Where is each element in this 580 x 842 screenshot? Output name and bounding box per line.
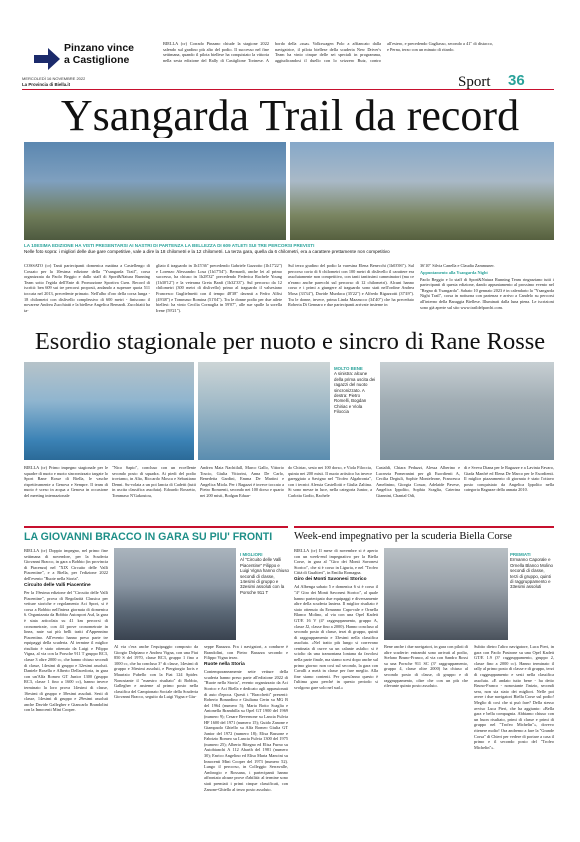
article3-col1-body: Per la 19esima edizione del "Circuito delle Valli Piacentine", prova di Regolarità Classica per vetture storiche e regolamento Aci Sport, si è corsa a Bobbio nell'intera giornata di domenica 6. Organizzata da Bobbio Autosport Asd, la gara è stata articolata su 41 km percorsi di cronometrate, con 44 prove cronometrate in linea, nate sui più belli tratti d'Appennino Piacentino. All'evento hanno preso parte tre equipaggi della scuderia. Al termine il miglior risultato è stato ottenuto da Luigi e Filippo Vigna, al via con la Porsche 911 T gruppo RC3, classe 3 oltre 2000 cc, che hanno chiuso secondi di classe, 14esimi di gruppo e 32esimi assoluti. Daniele Rosella e Alberto Dellacedoria, in gara con un'Alfa Romeo GT Junior 1300 (gruppo RC3, classe 1 fino a 1600 cc), hanno invece terminato la loro prova 14esimi di classe, 16esimi di gruppo e 30esimi assoluti. Sesti di classe, 14esimi di gruppo e 29esimi assoluti anche Davide Gallegher e Giancarlo Brandolini con la Innocenti Mini Cooper. [24,589,108,713]
article2-headline: Esordio stagionale per nuoto e sincro di Rane Rosse [34,328,546,355]
article1-photo-right [290,142,554,240]
article3-topbar [24,526,288,528]
article2-col1: BIELLA (cr) Primo impegno stagionale per le squadre di nuoto e nuoto sincronizzato targate lo Sport Rane Rosse di Biella, le vasche rispettivamente a Genova e Sempre. Il team di nuoto è sceso in acqua a Genova in occasione del meeting internazionale [24,465,108,498]
article3-col3-body: Contemporaneamente sette vetture della scuderia hanno preso parte all'edizione 2022 di "Ruote nella Storia", evento organizzato da Aci Storico e Aci Biella e dedicato agli appassionati di auto d'epoca. Questi i "Bracchetti" presenti: Roberto Bonardino e Giuliana Cerin su MG B del 1964 (numero 5); Maria Botto Scaglia e Antonella Brambilla su Opel GT 1900 del 1969 (numero 9); Cesare Bevernone su Lancia Fulvia HF 1600 del 1971 (numero 15); Guido Zanone e Giampaolo Ghiello su Alfa Romeo Giulia GT Junior del 1972 (numero 18); Elisa Bassone e Fabrizio Romeo su Lancia Fulvia 1300 del 1975 (numero 25); Alberto Ritegno ed Elisa Furno su Autobianchi A 112 Abarth del 1981 (numero 30); Enrico Angelino ed Elisa Maria Mancini su Innocenti Mini Cooper del 1973 (numero 52). Lungo il percorso, in Colleggio Serravalle, Ambrogio e Rossana, i partecipanti hanno affrontato alcune prove d'abilità: al termine sono stati premiati i primi cinque classificati, con Zanone-Ghiello al terzo posto assoluto. [204,669,288,792]
article2-photos [24,362,554,460]
article1-col4 [420,263,554,323]
article4-col3: Subito dietro l'altro navigatore, Luca Pieri, in gara con Paolo Pastrone su una Opel Kadett GT/E 1.9 (3° raggruppamento, gruppo 2, classe fino a 2000 cc). Hanno terminato il rally al primo posto di classe e di gruppo, terzi di raggruppamento e sesti nella classifica assoluta. «E andato tutto bene - ha detto Bruno-Franco - nonostante l'inizio, secondi sera, non sia stato dei migliori. Nelle poi avere i due navigatori Biella Corse sul podio! Meglio di così che si può fare? Della stesso avviso Luca Pieri, che ha aggiunto: «Bella gara e bella compagnia. Abbiamo chiuso con un buon risultato, primi di classe e primi di gruppo nel "Trofeo Michelin"», dovevo ritenere molto! Ora andremo a fare la "Grande Corsa" di Chieri per vedere di portare a casa il primo e il secondo posto del "Trofeo Michelin"». [474,644,554,750]
article1-photo-strip [24,142,554,240]
article1-photo-left [24,142,286,240]
article3-side-caption-text: Al "Circuito delle Valli Piacentine" Filippo e Luigi Vigna hanno chiuso secondi di classe, 14esimi di gruppo e 32esimi assoluti con la Porsche 911 T [240,557,289,595]
article2-col3: Andrea Maia Nachtilall, Marco Gallo, Vittorio Toscio, Giulia Vittorini, Anna De Carlo, Benedetta Gardini, Emma De Martini e Angelica Miola. Per i Ragazzi è invece toccato a Pietro Romrenti, secondo nei 100 dorso e quarto nei 200 misti, Bodgan Eduar- [200,465,284,498]
article3-side-caption-head: I MIGLIORI [240,552,263,557]
article3-col1 [24,548,108,818]
article2-photo-mid [198,362,330,460]
article1-caption [24,243,556,255]
article3-side-caption [240,552,290,638]
article2-col5: Castaldi, Chiara Peduzzi, Alessa Alberino e Lucrezia Pomeranini per gli Esordienti A, Cecilia Degiuli, Sophie Monteleone, Francesca Amelinino, Giorgia Cossar, Adelaide Pavese, Angelica Ippolito, Sophia Scaglia, Caterina Giannini, Chantal Odi, [376,465,460,498]
article4-side-caption [510,552,554,638]
arrow-logo-icon [34,48,60,70]
article4-topbar [294,526,554,528]
article2-side-caption-text: A sinistra: alcune della prima uscita dei ragazzi del nuoto sincronizzato. A destra: Pietro Romelli, Bogdan Chiriac e Viola Filoccia [334,371,376,415]
article4-photo [384,548,508,640]
article3-headline: LA GIOVANNI BRACCO IN GARA SU PIU' FRONTI [24,531,273,543]
article4-headline: Week-end impegnativo per la scuderia Biella Corse [294,531,513,542]
article4-col1-lead: BIELLA (cr) Il mese di novembre si è aperto con un week-end impegnativo per la Biella Corse, in gara al "Giro dei Monti Savonesi Storico", che si è corso in Liguria, e nel "Trofeo Città di Gualtieri", in Emilia Romagna. [294,548,378,576]
article3-col3 [204,644,288,818]
article2-col6: di e Sveva Diana per le Ragazze e a Lavinia Favaro, Giada Manfrè ed Elena De Marco per le Esordienti. Il miglior piazzamento di giornata è stato l'ottavo posto conquistato da Angelica Ippolito nella categoria Ragazze della annata 2010. [464,465,554,493]
article3-col2: Al via c'era anche l'equipaggio composto da Giorgio Dolpiano e Andrea Vigna, con una Fiat 850 S del 1970, classe RC3, gruppo 1 fino a 1000 cc, che ha concluso 3° di classe, 14esimi di gruppo e 36esimi assoluti, e Piergiorgio Ioris e Maurizio Pubello con la Fiat 124 Spider. Nonostante il "maestro risultato" di Bobbio, Gallegher e assieme al primo posto nella classifica del Campionato Sociale della Scuderia Giovanni Bracco, seguito da Luigi Vigna e Giu- [114,644,198,700]
promo-title-line2: a Castiglione [64,54,130,66]
article1-caption-head: LA 10ESIMA EDIZIONE HA VISTI PRESENTARSI AI NASTRI DI PARTENZA LA BELLEZZA DI 609 ATLETI SUI TRE PERCORSI PREVISTI [24,243,315,248]
article2-side-caption-head: MOLTO BENE [334,366,363,371]
article3-col3-lead: seppe Barazza. Fra i navigatori, a condurre è Brandolini, con Pietro Barazza secondo e Filippo Vigna terzo. [204,644,288,661]
header-promo [22,40,152,80]
article3-sub3: Ruote nella Storia [204,661,245,667]
article4-col1-body: Ad Albenga sabato 5 e domenica 6 si è corso il "4° Giro dei Monti Savonesi Storico", al quale hanno partecipato due equipaggi e diversamente altre della scuderia laniera. Il miglior risultato è stato ottenuto da Ermanno Capo-rale e Ornella Blanco Molino, al via con una Opel Kadett GT/E 16 V (4° raggruppamento, gruppo A, classe J2, classe fino a 2000). Hanno concluso al secondo posto di classe, terzi di gruppo, quinti di raggruppamento e 33esimi nella classifica assoluta. «Nel tratto più lungo si correvano centinaia di curve su un calante asfalto: si è sciolto da una tramontana lontana da favolosi nella parte finale, ma siamo scesi dopo anche sul primo giorno: non così sul secondo, la gara con Cavalli a metà in classe per fare meglio. Alla fine siamo contenti. Per quest'anno questo è l'ultima gara perché in questo periodo si svolgono gare solo nel sud.» [294,584,378,691]
header-date: MERCOLEDÌ 16 NOVEMBRE 2022 [22,76,86,81]
article2-photo-right [380,362,554,460]
article3-sub1: Circuito delle Valli Piacentine [24,582,91,588]
article1-col2: gliato il traguardo in 1h15'36" precedendo Gabriele Gazzotto (1h17'22") e Lorenzo Alessandro Losa (1h17'54"). Bernardi, anche lei al primo successo, ha chiuso in 1h28'32" precedendo Federica Rachele Young (1h30'12") e la veterana Greta Banfi (1h32'33"). Sul percorso da 12 chilometri (300 metri di dislivello) primo al traguardo il valsesiano Francesco Guglielmetti con il tempo 48'38" davanti a Fedro Alfisi (49'48") e Tommaso Romina (51'04"). Tra le donne podio per due atlete biellesi: ha vinto Cecilia Cornaglia in 59'07", alle sue spalle la sorella Irene (59'21"). [156,263,282,313]
article4-sub1: Giro dei Monti Savonesi Storico [294,577,367,583]
article2-col2: "Nico Sapio", concluso con un eccellente secondo posto di squadra. Ai piedi del podio troviamo, in Alto, Riccardo Mosca e Sebastiano Denni. Su-volata a un poi lancia di Cadetti (tutti in uscita classifica assoluta). Edoardo Rossetto, Tommaso N'Gakoutou, [112,465,196,498]
article1-headline: Ysangarda Trail da record [60,94,520,138]
article1-col1: COSSATO (cr) Tanti partecipanti domenica mattina a Castellengo di Cossato per la 10esima edizione della "Ysangarda Trail", corsa organizzata da Paolo Beggio e dallo staff di Sport&Natura Running Team sotto l'egida dell'Ente di Promozione Sportiva Csen. Record di iscritti: ben 609 sui tre percorsi proposti, andando a superare quota 511 toccata nel 2013, precedente primato. Nell'albo d'oro della corsa lunga - 18 chilometri con dislivello complessivo di 600 metri - finiscono il novarese Andrea Zucchiatti e la biellese Angelica Bernardi. Zucchiatti ha ta- [24,263,150,313]
article3-photo [114,548,236,640]
article1-col3: Sul terzo gradino del podio la varesina Elena Benecchi (1h03'06"). Sul percorso corto di 6 chilometri con 100 metri di dislivello il carattere era assolutamente non competitivo, con tanti tantissimi camminatori (ma ce n'erano anche parecchi sul percorso di 12 chilometri). Alcuni hanno corso e i primi a giungere al traguardo sono stati nell'ordine Andrea Mosa (33'34"), Davide Murdaca (35'22") e Alfredo Rigazzotti (37'49"). Tra le donne, invece, prima Linda Mazzucco (34'40") che ha preceduto Roberta Di Gennaro e due partecipanti arrivate insieme in [288,263,414,308]
section-label: Sport [458,74,491,90]
article4-side-caption-head: PREMIATI [510,552,531,557]
header-paper: La Provincia di Biella.it [22,82,71,87]
promo-text: BIELLA (cr) Corrado Pinzano chiude la stagione 2022 salendo sul gradino più alto del podio. Il successo nel fine settimana, quando il pilota biellese ha conquistato la vittoria nella sesta edizione del Rally di Castiglione Torinese. A bordo della «sua» Volkswagen Polo a affiancato dalla navigatrice, il pilota biellese della scuderia New Driver's Team ha vinto cinque delle sei speciali in programma, aggiudicandosi il duello con lo svizzero Butz, contro all'estero, e precedendo Gagliasso, secondo a 41" di distacco, e Perna, terzo con un minuto di ritardo. [163,41,493,63]
article4-col2: Bene anche i due navigatori, in gara con piloti di altre scuderie: entrambi sono arrivati al podio, Stefano Bruno-Franco, al via con Sandro Rossi su una Porsche 911 SC (3° raggruppamento, gruppo 4, classe oltre 2000) ha chiuso al secondo posto di classe, di gruppo e di raggruppamento, oltre che con un più che rilevante quinto posto assoluto. [384,644,468,689]
article1-col4-head: Appuntamento alla Ysangarda Night [420,269,488,275]
article4-side-caption-text: Ermanno Caporale e Ornella Blanco Molino secondi di classe, terzi di gruppo, quinti di raggruppamento e 33esimi assoluti [510,557,553,590]
page-number: 36 [508,72,525,89]
article2-photo-left [24,362,194,460]
article3-col1-lead: BIELLA (cr) Doppio impegno, nel primo fine settimana di novembre, per la Scuderia Giovanni Bracco, in gara a Bobbio (in provincia di Piacenza) nel "XIX Circuito delle Valli Piacentine", e a Biella, per l'edizione 2022 dell'evento "Ruote nella Storia". [24,548,108,581]
article2-col4: do Chiriac, sesto nei 100 dorso, e Viola Filoccia, quinta nei 200 misti. Il nuoto artistico ha invece gareggiato a Savigno nel "Trofeo Algabronia", con i tecnici Alessia Castellotti e Giulia Zaltina. Si sono messe in luce, nella categoria Junior, a Carlotta Godio, Rachele [288,465,372,498]
article2-side-caption [334,366,376,458]
article1-caption-text: Nelle foto sopra: i migliori delle due gare competitive, vale a dire la 18 chilometri e la 12 chilometri. La terza gara, quella da 6 chilometri, era a carattere prettamente non competitivo [24,248,390,254]
promo-title-line1: Pinzano vince [64,42,135,54]
article1-col4-body: Paolo Beggio e lo staff di Sport&Natura Running Team ringraziano tutti i partecipanti di questa edizione, dando appuntamento al prossimo evento nel "Regno di Ysangarda". Sabato 10 gennaio 2023 è in calendario la "Ysangarda Night Trail", corsa in notturna con partenza e arrivo a Candelo su percorsi all'interno della Baraggia Biellese. Illuminati dalla luna piena. Le iscrizioni sono già aperte sul sito www.traildelparchi.com. [420,276,554,310]
article1-col4-lead: 36'10" Silvia Canella e Claudia Zammuner. [420,263,495,268]
article4-col1 [294,548,378,818]
